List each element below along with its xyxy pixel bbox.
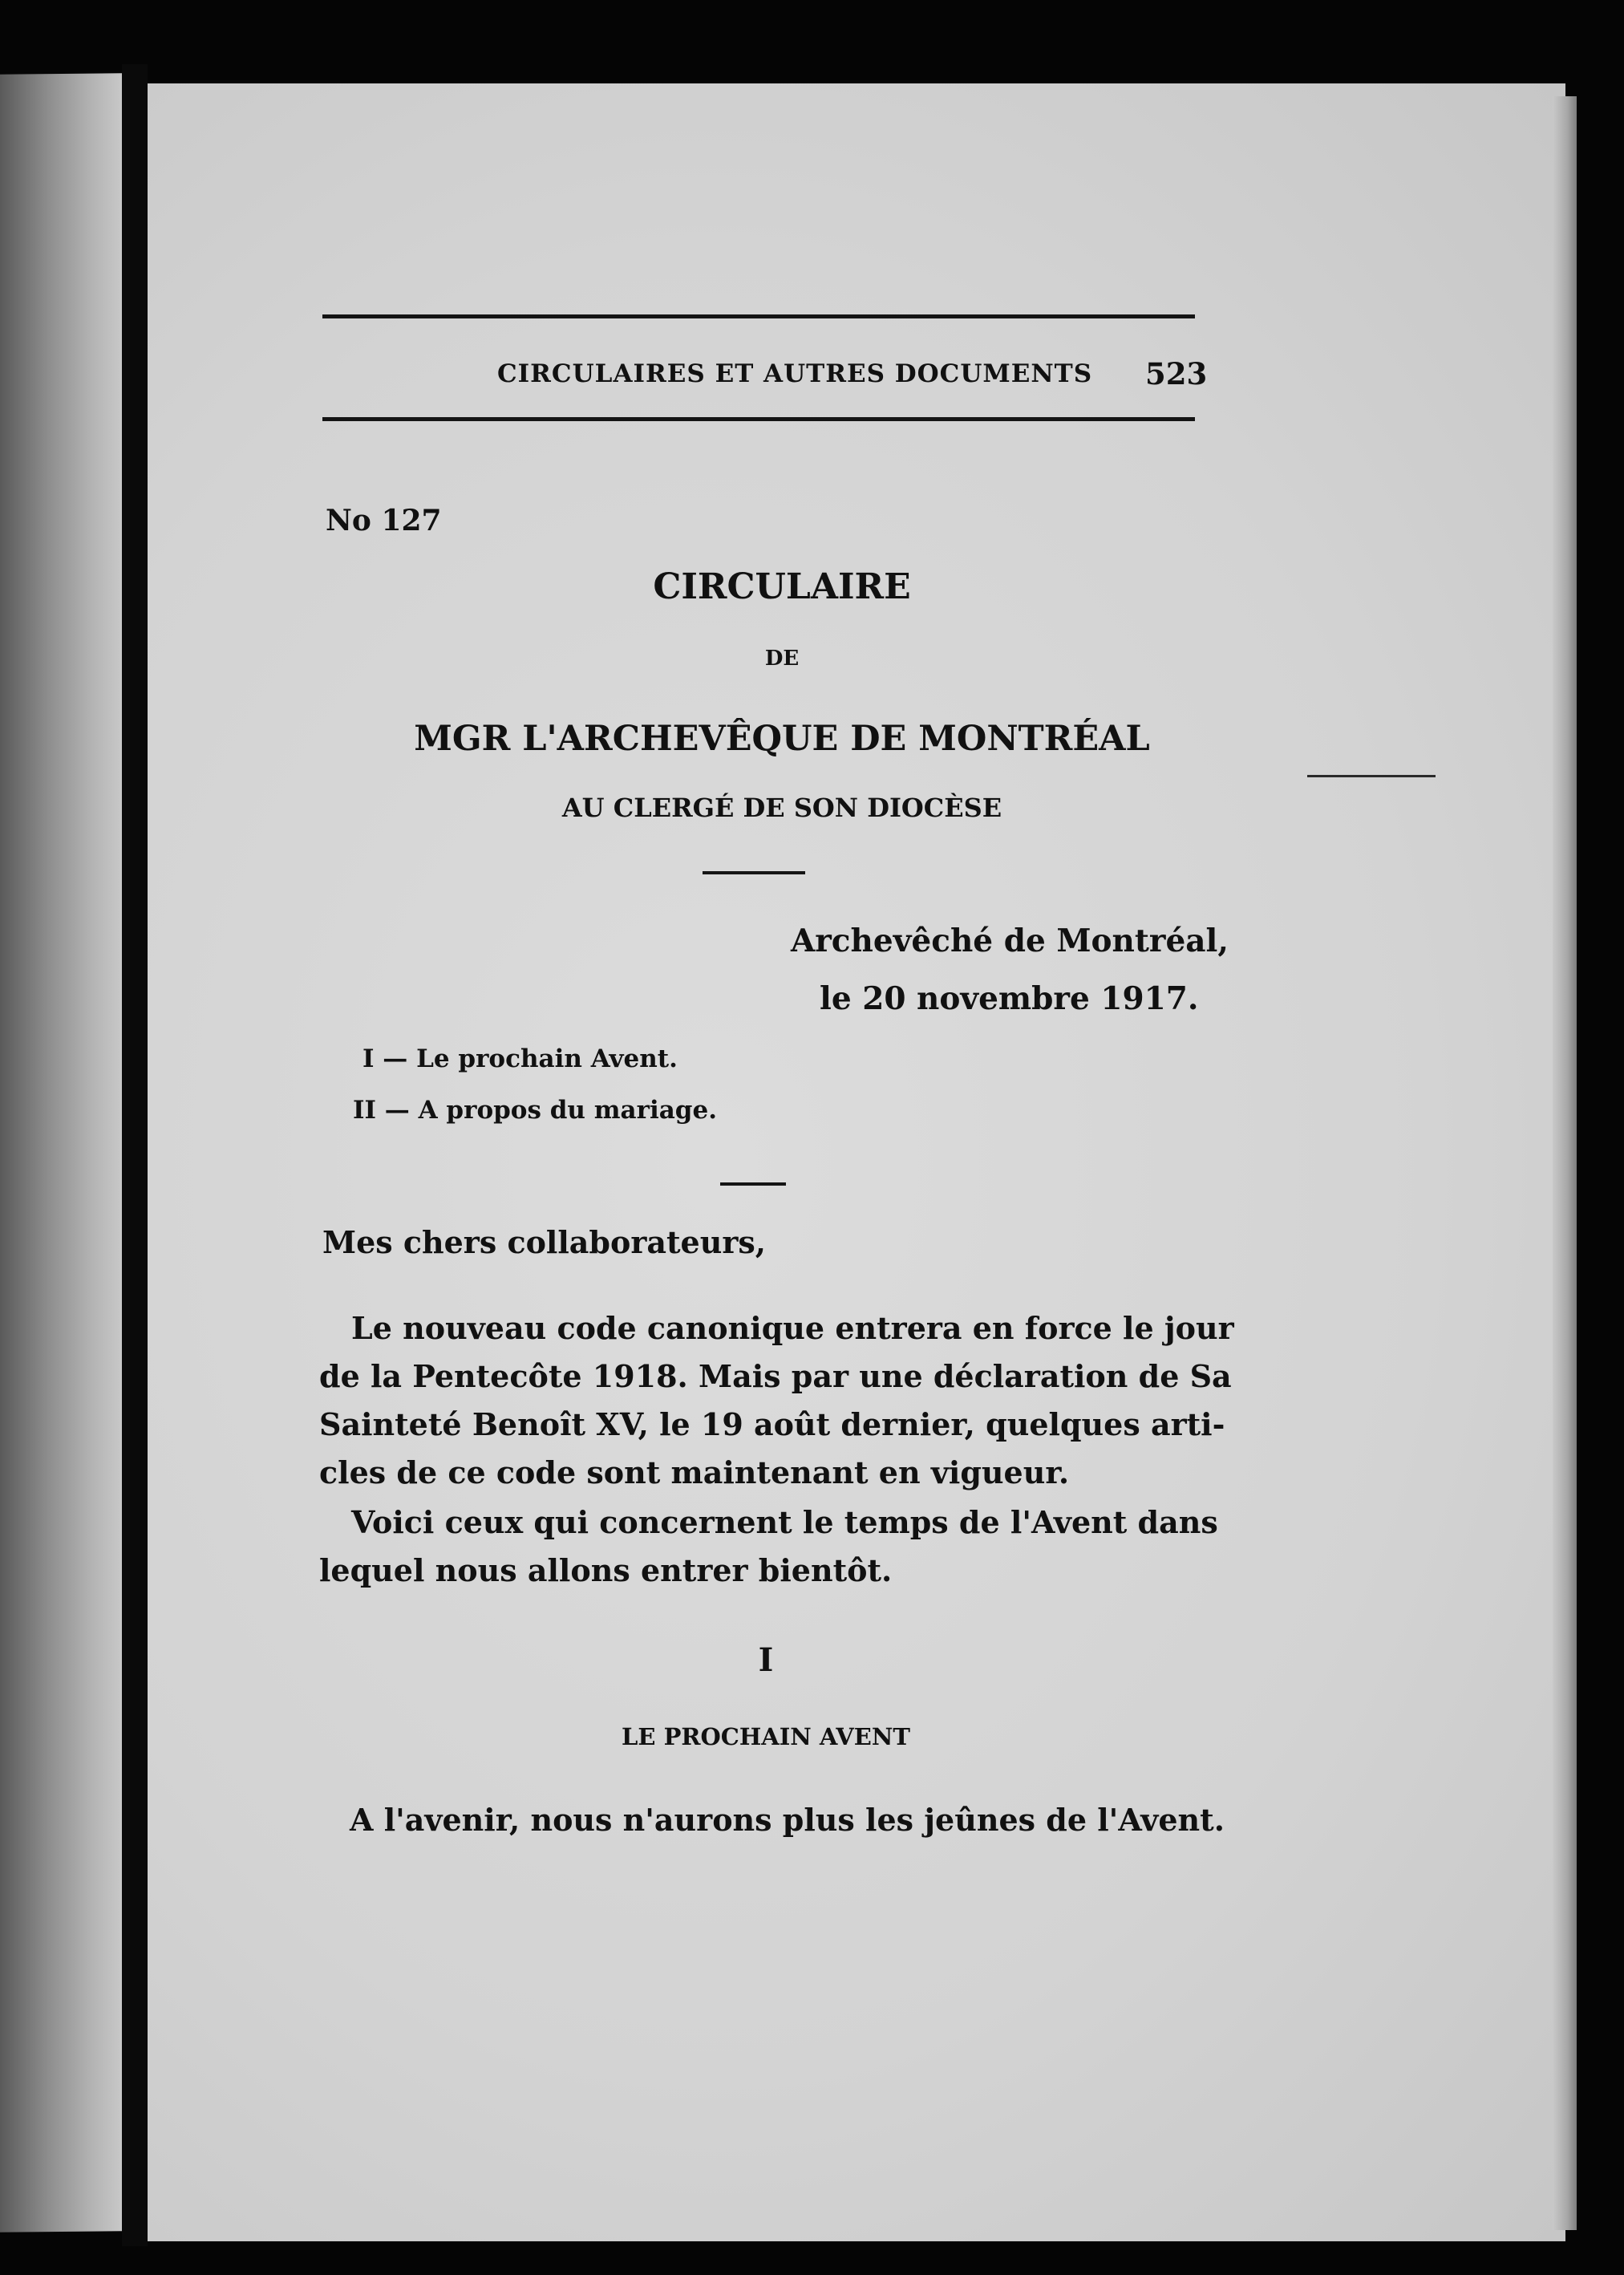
paragraph-line: Voici ceux qui concernent le temps de l'Avent dans [351, 1504, 1218, 1540]
document-number: No 127 [326, 504, 442, 537]
header-bottom-rule [322, 417, 1195, 421]
contents-item: I — Le prochain Avent. [362, 1044, 678, 1073]
paragraph-line: lequel nous allons entrer bientôt. [319, 1552, 893, 1588]
paragraph-line: Sainteté Benoît XV, le 19 août dernier, quelques arti- [319, 1406, 1225, 1442]
paragraph-line: cles de ce code sont maintenant en vigueur. [319, 1454, 1070, 1490]
title-preposition: DE [764, 647, 800, 671]
page [148, 83, 1565, 2241]
contents-separator [720, 1182, 786, 1186]
scan-artifact [1307, 775, 1436, 777]
issuer-line: MGR L'ARCHEVÊQUE DE MONTRÉAL [414, 719, 1150, 759]
running-title: CIRCULAIRES ET AUTRES DOCUMENTS [497, 359, 1093, 388]
salutation: Mes chers collaborateurs, [322, 1224, 766, 1260]
paragraph-line: de la Pentecôte 1918. Mais par une déclaration de Sa [319, 1358, 1232, 1394]
dateline-place: Archevêché de Montréal, [791, 923, 1229, 959]
section-number: I [758, 1641, 774, 1679]
page-stack-edge [1553, 96, 1577, 2230]
paragraph-2 [319, 1498, 1218, 1595]
header-top-rule [322, 314, 1195, 318]
addressee-line: AU CLERGÉ DE SON DIOCÈSE [561, 793, 1002, 823]
book-gutter [122, 64, 148, 2246]
page-number: 523 [1145, 356, 1208, 391]
paragraph-1 [319, 1304, 1234, 1497]
document-title: CIRCULAIRE [653, 566, 911, 607]
contents-item: II — A propos du mariage. [353, 1096, 717, 1125]
title-separator [703, 871, 805, 874]
section-title: LE PROCHAIN AVENT [622, 1723, 910, 1750]
dateline-date: le 20 novembre 1917. [820, 980, 1199, 1017]
section-first-line: A l'avenir, nous n'aurons plus les jeûnes de l'Avent. [350, 1802, 1225, 1838]
paragraph-line: Le nouveau code canonique entrera en force le jour [351, 1310, 1234, 1346]
facing-page-edge [0, 73, 122, 2232]
